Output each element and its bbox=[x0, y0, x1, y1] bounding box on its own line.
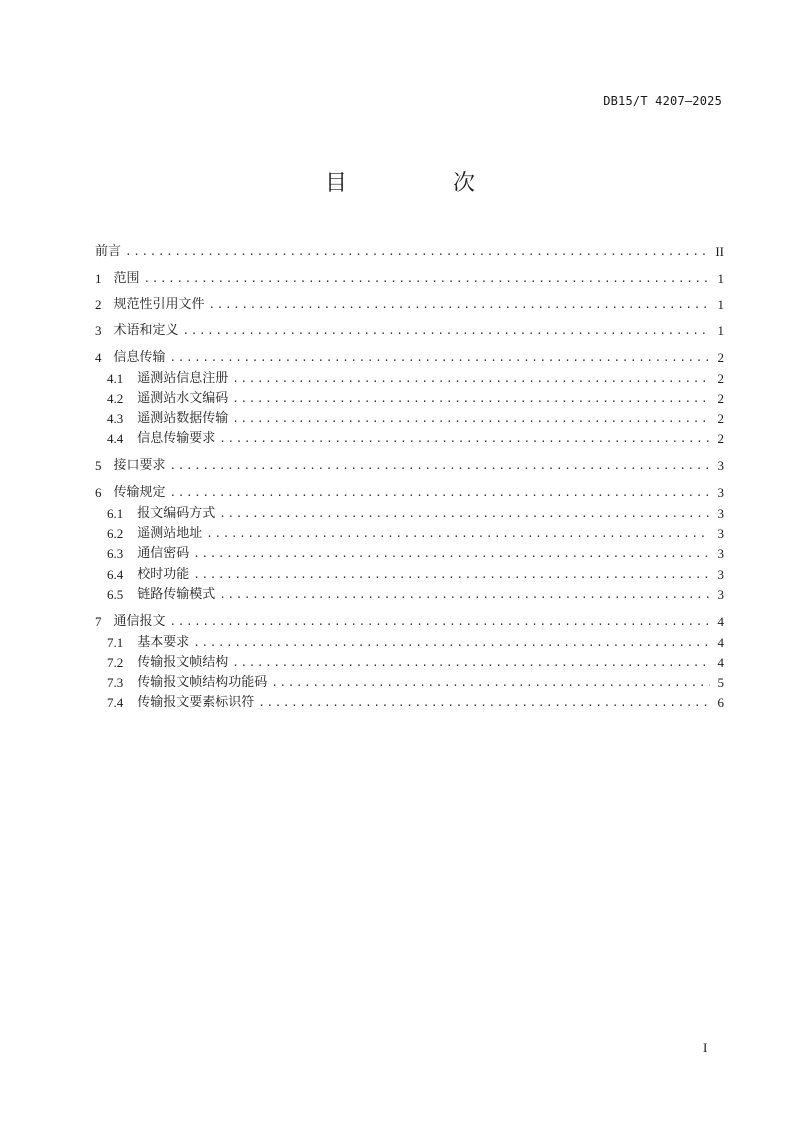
toc-entry-number: 3 bbox=[95, 323, 102, 338]
toc-leader bbox=[258, 694, 710, 712]
toc-entry-label: 通信密码 bbox=[137, 546, 190, 561]
toc-entry-label: 传输规定 bbox=[113, 485, 166, 500]
toc-entry-page: 1 bbox=[717, 271, 724, 286]
toc-entry-number: 6.1 bbox=[107, 506, 124, 521]
toc-entry-page: 3 bbox=[717, 546, 724, 561]
toc-leader bbox=[193, 566, 710, 584]
toc-entry-page: 3 bbox=[717, 485, 724, 500]
toc-entry-page: 2 bbox=[717, 371, 724, 386]
toc-entry-2[interactable] bbox=[95, 296, 724, 314]
toc-entry-label: 遥测站水文编码 bbox=[137, 391, 229, 406]
toc-entry-label: 范围 bbox=[113, 271, 140, 286]
toc-entry-number: 4.1 bbox=[107, 371, 124, 386]
toc-leader bbox=[193, 545, 710, 563]
toc-entry-1[interactable] bbox=[95, 270, 724, 288]
toc-leader bbox=[193, 634, 710, 652]
toc-entry-6[interactable] bbox=[95, 484, 724, 502]
toc-entry-label: 报文编码方式 bbox=[137, 506, 216, 521]
toc-entry-6-5[interactable] bbox=[107, 586, 724, 604]
toc-leader bbox=[232, 654, 710, 672]
toc-entry-number: 6.2 bbox=[107, 526, 124, 541]
toc-entry-4-1[interactable] bbox=[107, 370, 724, 388]
toc-entry-label: 信息传输要求 bbox=[137, 431, 216, 446]
toc-entry-5[interactable] bbox=[95, 457, 724, 475]
toc-entry-label: 术语和定义 bbox=[113, 323, 179, 338]
toc-entry-page: 5 bbox=[717, 675, 724, 690]
toc-leader bbox=[125, 243, 710, 261]
toc-leader bbox=[170, 457, 710, 475]
toc-entry-number: 7.2 bbox=[107, 655, 124, 670]
toc-entry-label: 基本要求 bbox=[137, 635, 190, 650]
toc-entry-page: 4 bbox=[717, 614, 724, 629]
toc-title: 目 次 bbox=[324, 171, 517, 196]
toc-entry-number: 7 bbox=[95, 614, 102, 629]
toc-entry-page: 2 bbox=[717, 411, 724, 426]
toc-entry-page: 3 bbox=[717, 526, 724, 541]
toc-entry-page: 1 bbox=[717, 297, 724, 312]
toc-entry-label: 前言 bbox=[95, 244, 122, 259]
toc-entry-label: 接口要求 bbox=[113, 458, 166, 473]
toc-entry-page: 6 bbox=[717, 695, 724, 710]
toc-entry-6-1[interactable] bbox=[107, 505, 724, 523]
toc-entry-label: 遥测站地址 bbox=[137, 526, 203, 541]
toc-entry-label: 规范性引用文件 bbox=[113, 297, 205, 312]
toc-entry-number: 4 bbox=[95, 350, 102, 365]
toc-entry-6-4[interactable] bbox=[107, 566, 724, 584]
toc-entry-label: 传输报文要素标识符 bbox=[137, 695, 255, 710]
toc-entry-page: 2 bbox=[717, 431, 724, 446]
toc-entry-7-2[interactable] bbox=[107, 654, 724, 672]
toc-entry-page: 2 bbox=[717, 350, 724, 365]
toc-leader bbox=[232, 410, 710, 428]
toc-entry-label: 校时功能 bbox=[137, 567, 190, 582]
toc-entry-page: 3 bbox=[717, 567, 724, 582]
toc-entry-number: 6.5 bbox=[107, 587, 124, 602]
toc-entry-foreword[interactable] bbox=[95, 243, 724, 261]
toc-entry-label: 传输报文帧结构功能码 bbox=[137, 675, 268, 690]
toc-entry-page: 4 bbox=[717, 655, 724, 670]
toc-entry-number: 7.1 bbox=[107, 635, 124, 650]
toc-entry-number: 7.4 bbox=[107, 695, 124, 710]
toc-entry-page: 3 bbox=[717, 506, 724, 521]
toc-entry-page: II bbox=[715, 244, 724, 259]
toc-entry-4-2[interactable] bbox=[107, 390, 724, 408]
toc-entry-number: 4.4 bbox=[107, 431, 124, 446]
toc-entry-7[interactable] bbox=[95, 613, 724, 631]
toc-leader bbox=[206, 525, 710, 543]
document-code: DB15/T 4207—2025 bbox=[603, 94, 722, 108]
toc-entry-label: 通信报文 bbox=[113, 614, 166, 629]
toc-entry-6-2[interactable] bbox=[107, 525, 724, 543]
toc-leader bbox=[170, 613, 710, 631]
toc-entry-label: 信息传输 bbox=[113, 350, 166, 365]
toc-entry-label: 遥测站数据传输 bbox=[137, 411, 229, 426]
toc-leader bbox=[219, 505, 710, 523]
toc-entry-7-3[interactable] bbox=[107, 674, 724, 692]
toc-leader bbox=[271, 674, 710, 692]
toc-entry-label: 链路传输模式 bbox=[137, 587, 216, 602]
toc-entry-number: 5 bbox=[95, 458, 102, 473]
toc-entry-number: 2 bbox=[95, 297, 102, 312]
toc-entry-7-4[interactable] bbox=[107, 694, 724, 712]
toc-leader bbox=[232, 370, 710, 388]
toc-entry-label: 遥测站信息注册 bbox=[137, 371, 229, 386]
toc-leader bbox=[183, 322, 710, 340]
toc-entry-number: 6 bbox=[95, 485, 102, 500]
toc-leader bbox=[219, 586, 710, 604]
toc-entry-number: 7.3 bbox=[107, 675, 124, 690]
toc-entry-page: 4 bbox=[717, 635, 724, 650]
toc-leader bbox=[219, 430, 710, 448]
toc-entry-number: 4.3 bbox=[107, 411, 124, 426]
toc-entry-number: 6.4 bbox=[107, 567, 124, 582]
toc-entry-number: 6.3 bbox=[107, 546, 124, 561]
toc-entry-page: 2 bbox=[717, 391, 724, 406]
toc-entry-4-3[interactable] bbox=[107, 410, 724, 428]
toc-entry-7-1[interactable] bbox=[107, 634, 724, 652]
toc-entry-4-4[interactable] bbox=[107, 430, 724, 448]
page-number: I bbox=[703, 1040, 708, 1055]
toc-entry-label: 传输报文帧结构 bbox=[137, 655, 229, 670]
toc-leader bbox=[170, 484, 710, 502]
toc-entry-page: 3 bbox=[717, 587, 724, 602]
toc-entry-3[interactable] bbox=[95, 322, 724, 340]
toc-leader bbox=[209, 296, 710, 314]
toc-entry-number: 1 bbox=[95, 271, 102, 286]
toc-leader bbox=[144, 270, 710, 288]
toc-leader bbox=[232, 390, 710, 408]
toc-entry-page: 1 bbox=[717, 323, 724, 338]
toc-entry-page: 3 bbox=[717, 458, 724, 473]
toc-leader bbox=[170, 349, 710, 367]
toc-entry-6-3[interactable] bbox=[107, 545, 724, 563]
toc-entry-number: 4.2 bbox=[107, 391, 124, 406]
toc-entry-4[interactable] bbox=[95, 349, 724, 367]
